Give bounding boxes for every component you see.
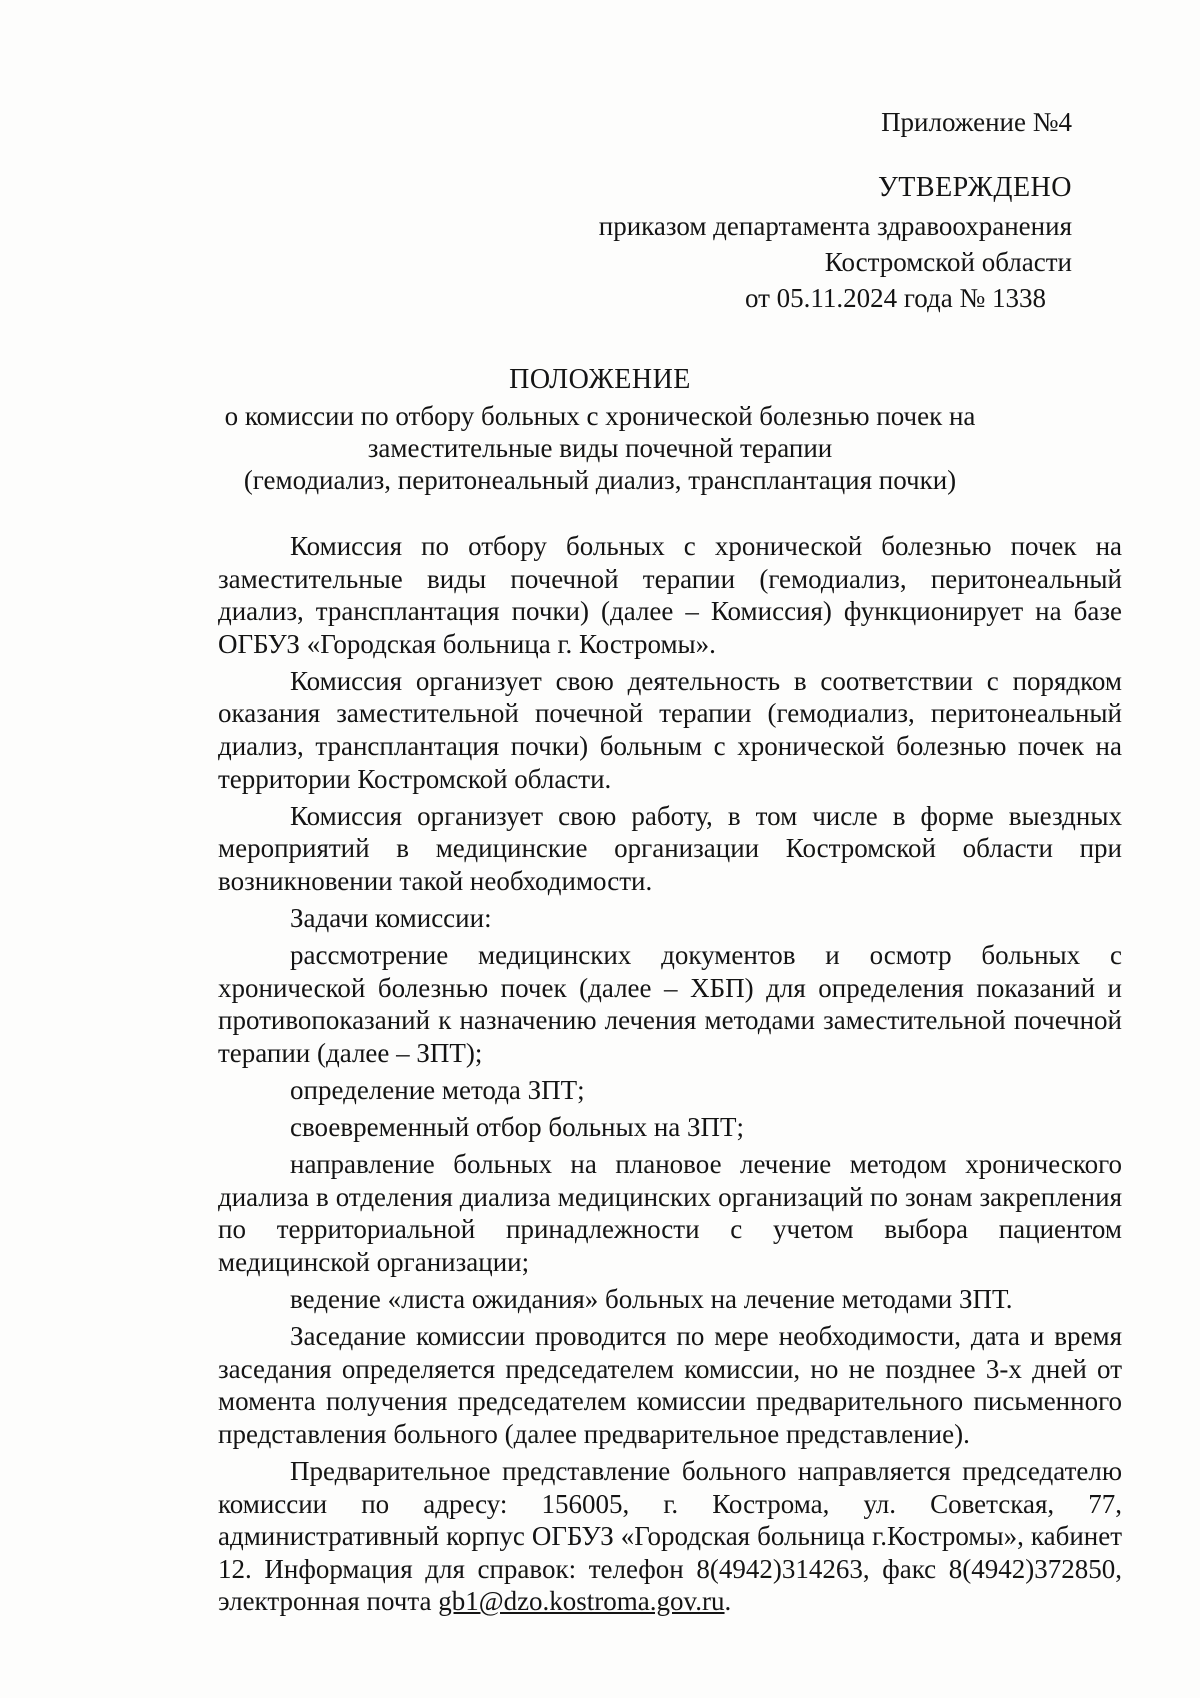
- task-item-method: определение метода ЗПТ;: [290, 1075, 585, 1105]
- document-heading: [150, 364, 1050, 496]
- approved-region-line: Костромской области: [824, 247, 1072, 277]
- contacts-end: .: [724, 1586, 732, 1617]
- approved-title: УТВЕРЖДЕНО: [877, 172, 1072, 203]
- paragraph-meeting: Заседание комиссии проводится по мере необходимости, дата и время заседания определяется председателем комиссии, но не позднее 3-х дней от момента получения председателем комиссии предварительного письменного представления больного (далее предварительное представление).: [218, 1321, 1122, 1449]
- task-item-waiting-list: ведение «листа ожидания» больных на лечение методами ЗПТ.: [290, 1284, 1013, 1315]
- document-body: [218, 530, 1122, 1623]
- paragraph-tasks-heading: Задачи комиссии:: [290, 903, 492, 934]
- paragraph-commission-base: Комиссия по отбору больных с хронической болезнью почек на заместительные виды почечной терапии (гемодиализ, перитонеальный диализ, трансплантация почки) (далее – Комиссия) функционирует на базе ОГБУЗ «Городская больница г. Костромы».: [218, 531, 1122, 659]
- email-link[interactable]: gb1@dzo.kostroma.gov.ru: [438, 1586, 725, 1617]
- document-subtitle-line-2: заместительные виды почечной терапии: [367, 433, 833, 463]
- contacts-text: Предварительное представление больного направляется председателю комиссии по адресу: 156005, г. Кострома, ул. Советская, 77, административный корпус ОГБУЗ «Городская больница г.Костромы», кабинет 12. Информация для справок: телефон 8(4942)314263, факс 8(4942)372850, электронная почта: [218, 1456, 1122, 1617]
- approved-date-line: от 05.11.2024 года № 1338: [744, 283, 1046, 313]
- annex-text: Приложение №4: [881, 107, 1072, 137]
- paragraph-commission-activity: Комиссия организует свою деятельность в соответствии с порядком оказания заместительной почечной терапии (гемодиализ, перитонеальный диализ, трансплантация почки) больным с хронической болезнью почек на территории Костромской области.: [218, 665, 1122, 794]
- task-item-review: рассмотрение медицинских документов и осмотр больных с хронической болезнью почек (далее – ХБП) для определения показаний и противопоказаний к назначению лечения методами заместительной почечной терапии (далее – ЗПТ);: [218, 940, 1122, 1068]
- paragraph-contacts: [218, 1455, 1122, 1618]
- document-title: ПОЛОЖЕНИЕ: [509, 364, 691, 395]
- annex-label: [881, 104, 1072, 140]
- task-item-referral: направление больных на плановое лечение методом хронического диализа в отделения диализа медицинских организаций по зонам закрепления по территориальной принадлежности с учетом выбора пациентом медицинской организации;: [218, 1149, 1122, 1277]
- document-subtitle-line-3: (гемодиализ, перитонеальный диализ, трансплантация почки): [243, 465, 957, 495]
- approval-block: [599, 170, 1072, 316]
- task-item-selection: своевременный отбор больных на ЗПТ;: [290, 1112, 745, 1143]
- document-subtitle-line-1: о комиссии по отбору больных с хронической болезнью почек на: [224, 401, 976, 431]
- paragraph-commission-visits: Комиссия организует свою работу, в том числе в форме выездных мероприятий в медицинские организации Костромской области при возникновении такой необходимости.: [218, 800, 1122, 896]
- approved-order-line: приказом департамента здравоохранения: [598, 211, 1072, 241]
